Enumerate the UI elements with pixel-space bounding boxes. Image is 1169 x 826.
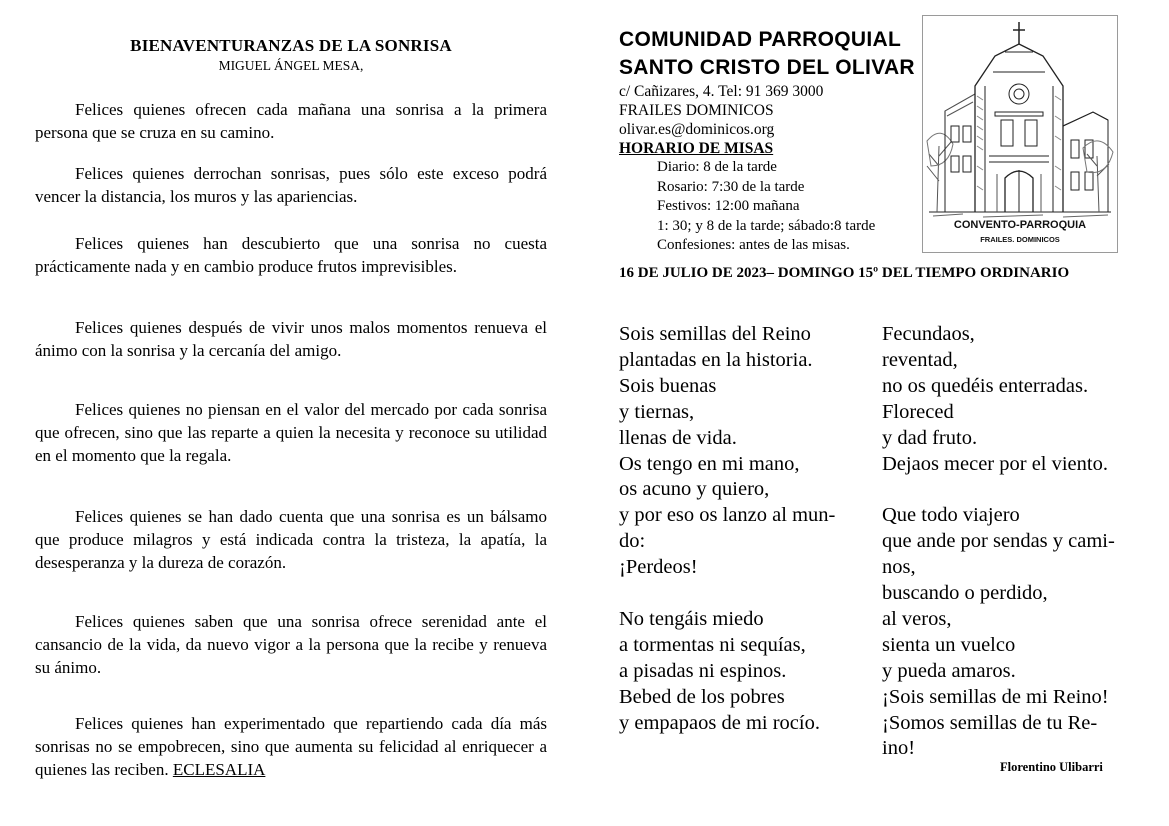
article-title: BIENAVENTURANZAS DE LA SONRISA — [130, 36, 452, 55]
poem-line: Sois buenas — [619, 374, 717, 397]
poem-line: que ande por sendas y cami- — [882, 530, 1115, 553]
poem-line: llenas de vida. — [619, 426, 737, 449]
poem-line: y tiernas, — [619, 400, 695, 423]
parish-name-line1: COMUNIDAD PARROQUIAL — [619, 28, 902, 51]
stanza-break — [619, 581, 835, 607]
poem-line: nos, — [882, 556, 916, 579]
poem-line: ino! — [882, 737, 916, 760]
article-author: MIGUEL ÁNGEL MESA, — [218, 58, 364, 73]
poem-line: Fecundaos, — [882, 323, 975, 345]
church-illustration-icon — [923, 16, 1117, 252]
paragraph-8-text: Felices quienes han experimentado que repartiendo cada día más sonrisas no se empobrecen, sino que aumenta su felicidad al enriquecer a quienes las reciben. — [35, 714, 547, 779]
schedule-title: HORARIO DE MISAS — [619, 140, 774, 157]
schedule-item: Rosario: 7:30 de la tarde — [657, 178, 805, 195]
schedule-item: 1: 30; y 8 de la tarde; sábado:8 tarde — [657, 217, 876, 234]
paragraph-3: Felices quienes han descubierto que una sonrisa no cuesta prácticamente nada y en cambio produce frutos imprevisibles. — [35, 234, 547, 276]
poem-column-2 — [882, 322, 1115, 762]
poem-line: Floreced — [882, 400, 954, 423]
poem-line: y por eso os lanzo al mun- — [619, 504, 836, 527]
poem-line: a pisadas ni espinos. — [619, 659, 787, 682]
poem-line: sienta un vuelco — [882, 633, 1016, 656]
drawing-caption-line1: CONVENTO-PARROQUIA — [953, 219, 1087, 231]
parish-name-line2: SANTO CRISTO DEL OLIVAR — [619, 56, 915, 79]
paragraph-4: Felices quienes después de vivir unos malos momentos renueva el ánimo con la sonrisa y la cercanía del amigo. — [35, 318, 547, 360]
poem-column-1 — [619, 322, 835, 736]
church-drawing — [922, 15, 1118, 253]
schedule-list — [619, 158, 919, 256]
paragraph-2: Felices quienes derrochan sonrisas, pues sólo este exceso podrá vencer la distancia, los muros y las apariencias. — [35, 164, 547, 206]
parish-address: c/ Cañizares, 4. Tel: 91 369 3000 — [619, 83, 824, 100]
poem-line: y dad fruto. — [882, 426, 978, 449]
poem-line: Bebed de los pobres — [619, 685, 785, 708]
paragraph-5: Felices quienes no piensan en el valor del mercado por cada sonrisa que ofrecen, sino que las reparte a quien la necesita y reconoce su utilidad en el momento que la regala. — [35, 400, 547, 465]
poem-line: buscando o perdido, — [882, 582, 1048, 605]
paragraph-7: Felices quienes saben que una sonrisa ofrece serenidad ante el cansancio de la vida, da nuevo vigor a la persona que la recibe y renueva su ánimo. — [35, 612, 547, 677]
poem-line: a tormentas ni sequías, — [619, 633, 806, 656]
poem-line: Que todo viajero — [882, 504, 1020, 527]
paragraph-8 — [35, 712, 547, 781]
poem-line: os acuno y quiero, — [619, 478, 770, 501]
paragraph-1: Felices quienes ofrecen cada mañana una sonrisa a la primera persona que se cruza en su camino. — [35, 100, 547, 142]
stanza-break — [882, 477, 1115, 503]
poem-line: Sois semillas del Reino — [619, 323, 811, 345]
parish-header — [619, 26, 919, 256]
paragraph-6: Felices quienes se han dado cuenta que una sonrisa es un bálsamo que produce milagros y está indicada contra la tristeza, la apatía, la desesperanza y la dureza de corazón. — [35, 507, 547, 572]
parish-order: FRAILES DOMINICOS — [619, 102, 774, 119]
poem-line: Os tengo en mi mano, — [619, 452, 800, 475]
poem-line: al veros, — [882, 607, 952, 630]
source-link[interactable]: ECLESALIA — [172, 760, 266, 779]
poem-line: Dejaos mecer por el viento. — [882, 452, 1108, 475]
left-column — [35, 36, 547, 779]
poem-line: ¡Somos semillas de tu Re- — [882, 711, 1098, 734]
poem-line: y pueda amaros. — [882, 659, 1016, 682]
poem-line: no os quedéis enterradas. — [882, 374, 1089, 397]
poem-line: ¡Sois semillas de mi Reino! — [882, 685, 1109, 708]
schedule-item: Confesiones: antes de las misas. — [657, 237, 850, 253]
parish-email[interactable]: olivar.es@dominicos.org — [619, 121, 775, 138]
poem-signature: Florentino Ulibarri — [1000, 760, 1103, 774]
drawing-caption-line2: FRAILES. DOMINICOS — [980, 235, 1060, 244]
schedule-item: Festivos: 12:00 mañana — [657, 198, 800, 214]
liturgical-date: 16 DE JULIO DE 2023– DOMINGO 15º DEL TIEMPO ORDINARIO — [619, 265, 1070, 281]
poem-line: ¡Perdeos! — [619, 556, 698, 579]
poem-line: No tengáis miedo — [619, 607, 764, 630]
schedule-item: Diario: 8 de la tarde — [657, 159, 777, 175]
poem-line: plantadas en la historia. — [619, 348, 813, 371]
poem-line: do: — [619, 530, 646, 553]
poem-line: y empapaos de mi rocío. — [619, 711, 820, 734]
poem-line: reventad, — [882, 348, 958, 371]
